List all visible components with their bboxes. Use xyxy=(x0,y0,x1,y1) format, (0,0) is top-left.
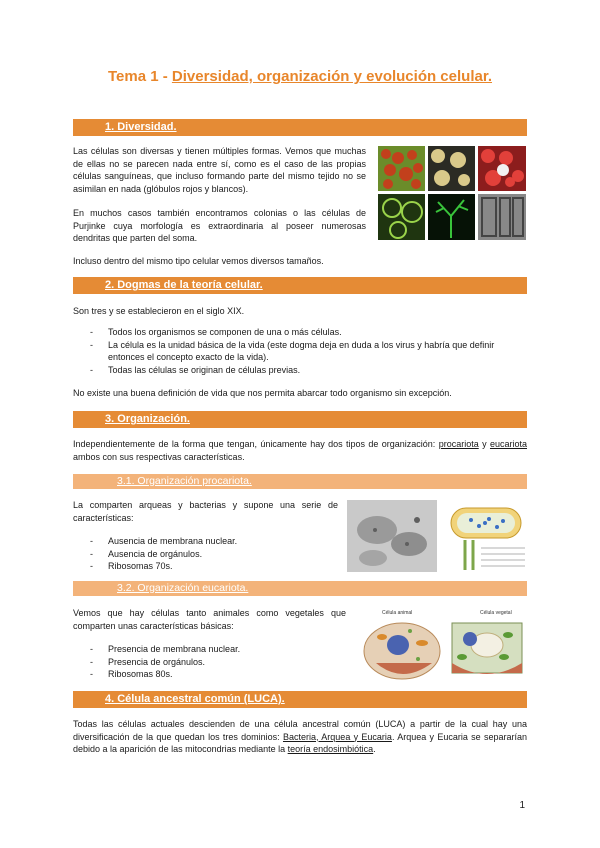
section-2-heading: 2. Dogmas de la teoría celular. xyxy=(73,277,527,294)
theory-text: teoría endosimbiótica xyxy=(287,744,374,754)
section-3-2-heading: 3.2. Organización eucariota. xyxy=(73,581,527,596)
section-3-1-heading: 3.1. Organización procariota. xyxy=(73,474,527,489)
prokaryote-diagram-image xyxy=(445,500,528,572)
list-item: - Ribosomas 70s. xyxy=(90,560,237,573)
plant-cell-label: Célula vegetal xyxy=(480,610,512,616)
domains-text: Bacteria, Arquea y Eucaria xyxy=(282,731,392,742)
s1-paragraph-1: Las células son diversas y tienen múltiples formas. Vemos que muchas de ellas no se parecen nada entre sí, como es el caso de las propias células sanguíneas, que incluso formando parte del mismo tejido no se asimilan en nada (glóbulos rojos y blancos). xyxy=(73,146,366,194)
eukaryote-cells-image xyxy=(362,605,528,685)
s4-paragraph: Todas las células actuales descienden de una célula ancestral común (LUCA) a partir de la cual hay una diversificación de la que quedan los tres dominios: Bacteria, Arquea y Eucaria. Arquea y Eucaria se separarían debido a la aparición de las mitocondrias mediante la teoría endosimbiótica. xyxy=(73,719,527,754)
eucariota-link[interactable]: eucariota xyxy=(489,439,527,449)
list-item: - Presencia de membrana nuclear. xyxy=(90,643,240,656)
s32-intro: Vemos que hay células tanto animales como vegetales que comparten unas características básicas: xyxy=(73,608,346,631)
s3-paragraph: Independientemente de la forma que tengan, únicamente hay dos tipos de organización: procariota y eucariota ambos con sus respectivas características. xyxy=(73,439,527,462)
list-item: - Todas las células se originan de células previas. xyxy=(90,364,527,377)
prokaryote-micrograph-image xyxy=(347,500,437,572)
s1-paragraph-3: Incluso dentro del mismo tipo celular vemos diversos tamaños. xyxy=(73,256,324,266)
page-title xyxy=(0,68,600,85)
s2-outro: No existe una buena definición de vida que nos permita abarcar todo organismo sin excepción. xyxy=(73,388,452,398)
title-main: Diversidad, organización y evolución celular. xyxy=(171,68,493,85)
list-item: - Ribosomas 80s. xyxy=(90,668,240,681)
list-item: - Presencia de orgánulos. xyxy=(90,656,240,669)
section-3-heading: 3. Organización. xyxy=(73,411,527,428)
list-item: - Ausencia de orgánulos. xyxy=(90,548,237,561)
s2-intro: Son tres y se establecieron en el siglo XIX. xyxy=(73,306,245,316)
s32-list xyxy=(90,643,240,681)
section-1-heading: 1. Diversidad. xyxy=(73,119,527,136)
title-prefix: Tema 1 - xyxy=(107,68,172,85)
animal-cell-label: Célula animal xyxy=(382,610,413,616)
list-item: - Todos los organismos se componen de una o más células. xyxy=(90,326,527,339)
s31-list xyxy=(90,535,237,573)
cell-diversity-image xyxy=(378,146,526,240)
list-item: - Ausencia de membrana nuclear. xyxy=(90,535,237,548)
procariota-link[interactable]: procariota xyxy=(438,439,479,449)
s31-intro: La comparten arqueas y bacterias y supone una serie de características: xyxy=(73,500,338,523)
page-number: 1 xyxy=(519,800,525,811)
list-item: - La célula es la unidad básica de la vida (este dogma deja en duda a los virus y habría que definir entonces el concepto exacto de la vida). xyxy=(90,339,527,364)
s1-paragraph-2: En muchos casos también encontramos colonias o las células de Purjinke cuya morfología es extraordinaria al poseer numerosas dendritas que parten del soma. xyxy=(73,208,366,243)
section-4-heading: 4. Célula ancestral común (LUCA). xyxy=(73,691,527,708)
s2-dogma-list xyxy=(90,326,527,376)
